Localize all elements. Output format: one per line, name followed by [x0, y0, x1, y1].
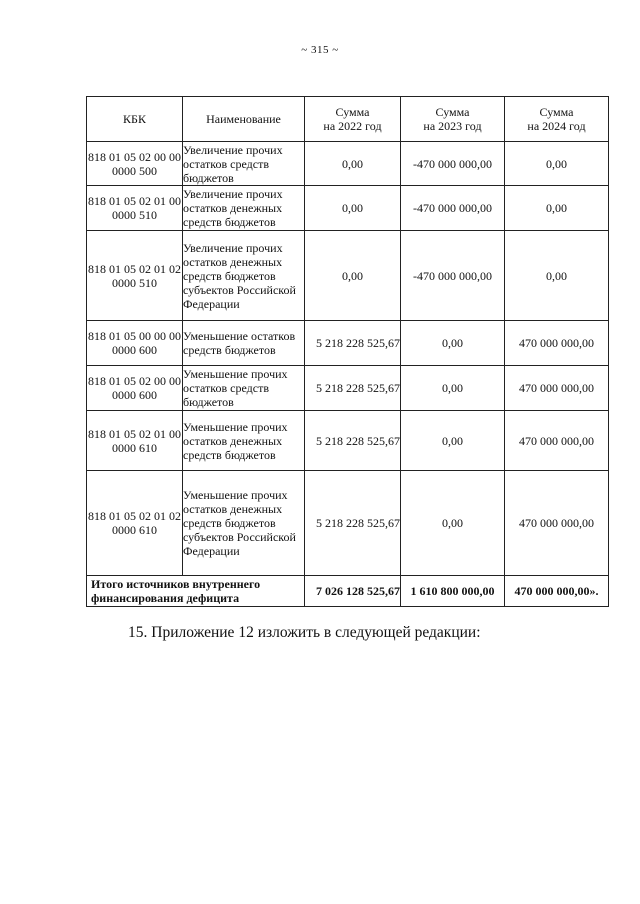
header-sum-2022-line2: на 2022 год [323, 119, 382, 133]
table-row [87, 321, 609, 366]
total-label: Итого источников внутреннего финансирования дефицита [87, 576, 305, 607]
cell-sum-2022: 5 218 228 525,67 [305, 321, 401, 366]
table-header-row [87, 97, 609, 142]
amendment-paragraph: 15. Приложение 12 изложить в следующей редакции: [128, 624, 481, 641]
cell-kbk: 818 01 05 02 01 02 0000 610 [87, 471, 183, 576]
cell-name: Увеличение прочих остатков средств бюджетов [183, 142, 305, 186]
cell-sum-2024: 470 000 000,00 [505, 471, 609, 576]
total-sum-2022: 7 026 128 525,67 [305, 576, 401, 607]
cell-name: Уменьшение прочих остатков денежных средств бюджетов [183, 411, 305, 471]
cell-kbk: 818 01 05 02 00 00 0000 500 [87, 142, 183, 186]
cell-sum-2022: 5 218 228 525,67 [305, 471, 401, 576]
header-sum-2022 [305, 97, 401, 142]
cell-sum-2023: 0,00 [401, 471, 505, 576]
cell-kbk: 818 01 05 02 00 00 0000 600 [87, 366, 183, 411]
cell-name: Уменьшение остатков средств бюджетов [183, 321, 305, 366]
page-number: ~ 315 ~ [301, 44, 339, 56]
cell-kbk: 818 01 05 02 01 00 0000 510 [87, 186, 183, 231]
table-row [87, 186, 609, 231]
cell-name: Уменьшение прочих остатков средств бюджетов [183, 366, 305, 411]
cell-sum-2023: 0,00 [401, 366, 505, 411]
cell-sum-2022: 0,00 [305, 231, 401, 321]
cell-sum-2024: 470 000 000,00 [505, 366, 609, 411]
cell-sum-2024: 470 000 000,00 [505, 321, 609, 366]
cell-sum-2022: 5 218 228 525,67 [305, 366, 401, 411]
header-sum-2024 [505, 97, 609, 142]
table-row [87, 411, 609, 471]
cell-sum-2023: -470 000 000,00 [401, 186, 505, 231]
header-sum-2024-line2: на 2024 год [527, 119, 586, 133]
cell-name: Увеличение прочих остатков денежных средств бюджетов [183, 186, 305, 231]
budget-sources-table [86, 96, 609, 607]
cell-name: Уменьшение прочих остатков денежных средств бюджетов субъектов Российской Федерации [183, 471, 305, 576]
cell-kbk: 818 01 05 02 01 00 0000 610 [87, 411, 183, 471]
cell-sum-2024: 470 000 000,00 [505, 411, 609, 471]
total-sum-2024: 470 000 000,00». [505, 576, 609, 607]
header-sum-2023-line2: на 2023 год [423, 119, 482, 133]
cell-kbk: 818 01 05 02 01 02 0000 510 [87, 231, 183, 321]
cell-sum-2023: 0,00 [401, 321, 505, 366]
table-row [87, 142, 609, 186]
cell-kbk: 818 01 05 00 00 00 0000 600 [87, 321, 183, 366]
header-sum-2023 [401, 97, 505, 142]
cell-sum-2024: 0,00 [505, 231, 609, 321]
header-sum-2023-line1: Сумма [435, 105, 470, 119]
header-sum-2022-line1: Сумма [335, 105, 370, 119]
table-row [87, 231, 609, 321]
cell-sum-2022: 0,00 [305, 186, 401, 231]
header-name: Наименование [183, 97, 305, 142]
cell-name: Увеличение прочих остатков денежных средств бюджетов субъектов Российской Федерации [183, 231, 305, 321]
cell-sum-2022: 5 218 228 525,67 [305, 411, 401, 471]
header-kbk: КБК [87, 97, 183, 142]
table-row [87, 366, 609, 411]
cell-sum-2022: 0,00 [305, 142, 401, 186]
cell-sum-2023: 0,00 [401, 411, 505, 471]
table-row [87, 471, 609, 576]
total-sum-2023: 1 610 800 000,00 [401, 576, 505, 607]
table-total-row [87, 576, 609, 607]
cell-sum-2024: 0,00 [505, 186, 609, 231]
header-sum-2024-line1: Сумма [539, 105, 574, 119]
cell-sum-2023: -470 000 000,00 [401, 142, 505, 186]
cell-sum-2023: -470 000 000,00 [401, 231, 505, 321]
cell-sum-2024: 0,00 [505, 142, 609, 186]
